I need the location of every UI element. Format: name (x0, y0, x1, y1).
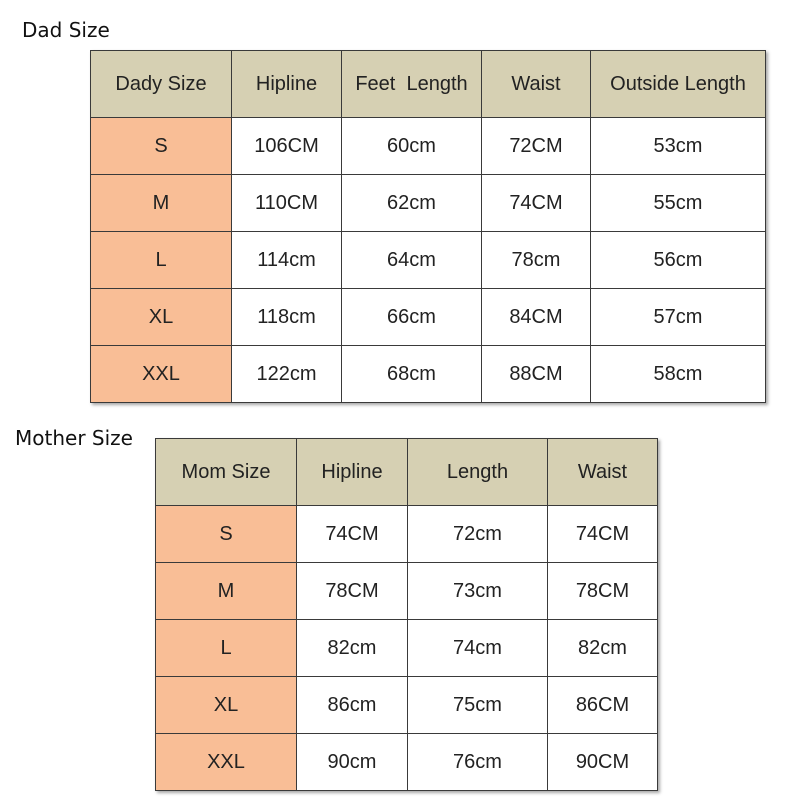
size-cell: XL (156, 677, 297, 734)
mother-size-table (155, 438, 658, 791)
feet-length-cell: 68cm (342, 346, 482, 403)
table-row (156, 620, 658, 677)
feet-length-cell: 62cm (342, 175, 482, 232)
table-row (156, 563, 658, 620)
waist-cell: 72CM (482, 118, 591, 175)
size-cell: M (91, 175, 232, 232)
table-row (91, 232, 766, 289)
waist-cell: 90CM (548, 734, 658, 791)
length-cell: 73cm (408, 563, 548, 620)
dad-size-title: Dad Size (22, 18, 110, 42)
waist-cell: 78cm (482, 232, 591, 289)
header-length: Length (408, 439, 548, 506)
table-row (156, 734, 658, 791)
header-dady-size: Dady Size (91, 51, 232, 118)
table-row (91, 175, 766, 232)
hipline-cell: 118cm (232, 289, 342, 346)
size-cell: S (156, 506, 297, 563)
outside-length-cell: 57cm (591, 289, 766, 346)
header-waist: Waist (548, 439, 658, 506)
feet-length-cell: 64cm (342, 232, 482, 289)
length-cell: 72cm (408, 506, 548, 563)
header-mom-size: Mom Size (156, 439, 297, 506)
table-row (91, 346, 766, 403)
header-feet-length: Feet Length (342, 51, 482, 118)
size-cell: M (156, 563, 297, 620)
table-header-row (156, 439, 658, 506)
hipline-cell: 86cm (297, 677, 408, 734)
length-cell: 76cm (408, 734, 548, 791)
header-waist: Waist (482, 51, 591, 118)
length-cell: 74cm (408, 620, 548, 677)
hipline-cell: 82cm (297, 620, 408, 677)
outside-length-cell: 56cm (591, 232, 766, 289)
table-row (91, 118, 766, 175)
header-hipline: Hipline (297, 439, 408, 506)
waist-cell: 82cm (548, 620, 658, 677)
hipline-cell: 74CM (297, 506, 408, 563)
table-header-row (91, 51, 766, 118)
header-outside-length: Outside Length (591, 51, 766, 118)
size-cell: XXL (156, 734, 297, 791)
feet-length-cell: 66cm (342, 289, 482, 346)
table-row (156, 677, 658, 734)
dad-size-table (90, 50, 766, 403)
waist-cell: 78CM (548, 563, 658, 620)
hipline-cell: 78CM (297, 563, 408, 620)
feet-length-cell: 60cm (342, 118, 482, 175)
size-cell: S (91, 118, 232, 175)
hipline-cell: 106CM (232, 118, 342, 175)
waist-cell: 74CM (482, 175, 591, 232)
size-cell: XL (91, 289, 232, 346)
hipline-cell: 90cm (297, 734, 408, 791)
outside-length-cell: 55cm (591, 175, 766, 232)
outside-length-cell: 53cm (591, 118, 766, 175)
waist-cell: 88CM (482, 346, 591, 403)
waist-cell: 84CM (482, 289, 591, 346)
table-row (91, 289, 766, 346)
length-cell: 75cm (408, 677, 548, 734)
mother-size-title: Mother Size (15, 426, 133, 450)
size-cell: XXL (91, 346, 232, 403)
hipline-cell: 114cm (232, 232, 342, 289)
size-cell: L (156, 620, 297, 677)
header-hipline: Hipline (232, 51, 342, 118)
hipline-cell: 110CM (232, 175, 342, 232)
outside-length-cell: 58cm (591, 346, 766, 403)
waist-cell: 86CM (548, 677, 658, 734)
table-row (156, 506, 658, 563)
size-cell: L (91, 232, 232, 289)
hipline-cell: 122cm (232, 346, 342, 403)
waist-cell: 74CM (548, 506, 658, 563)
